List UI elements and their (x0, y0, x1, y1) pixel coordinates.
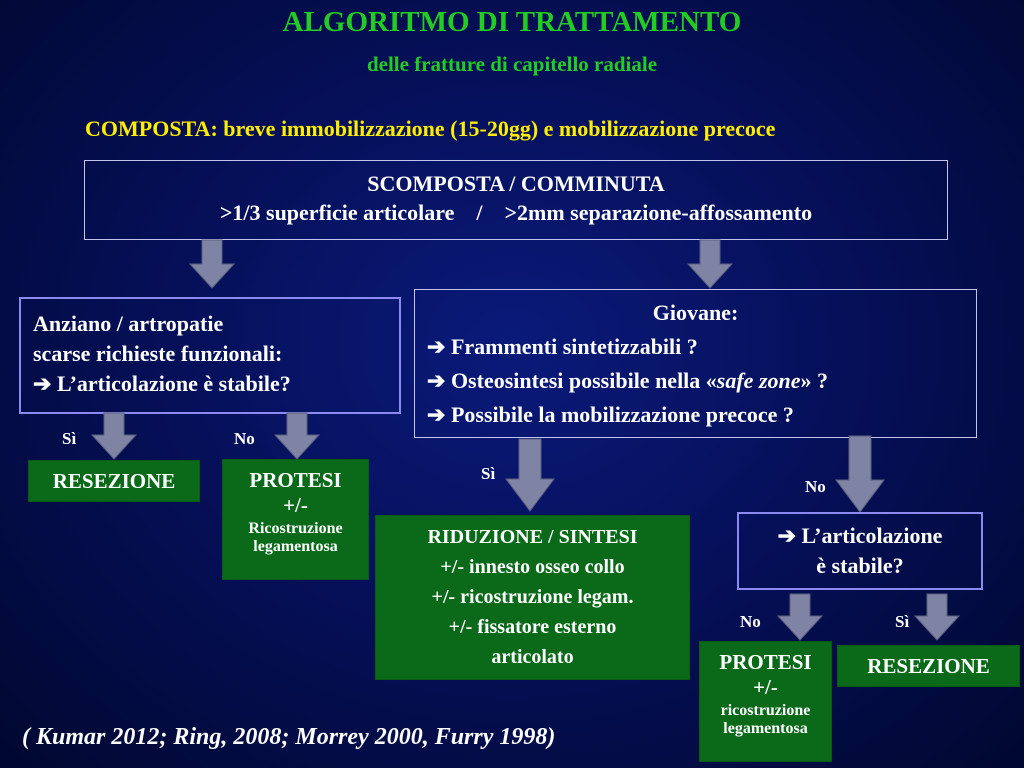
riduzione-line-4: +/- fissatore esterno (448, 616, 617, 638)
resezione-right-box (837, 645, 1020, 687)
down-arrow-icon (915, 594, 959, 640)
protesi-left-line-3: Ricostruzione (248, 520, 343, 537)
label-si-lower: Sì (895, 612, 910, 631)
label-no-right: No (805, 477, 826, 496)
anziano-line-1: Anziano / artropatie (33, 311, 224, 336)
giovane-box (414, 289, 977, 438)
protesi-right-box (699, 641, 832, 762)
down-arrow-icon (836, 436, 884, 512)
page-title: ALGORITMO DI TRATTAMENTO (282, 6, 742, 38)
giovane-line-3-pre: Osteosintesi possibile nella « (450, 368, 717, 393)
riduzione-line-3: +/- ricostruzione legam. (431, 586, 634, 608)
giovane-line-3-row (427, 364, 976, 398)
protesi-left-line-4: legamentosa (253, 538, 338, 555)
right-arrow-icon: ➔ (33, 371, 52, 396)
giovane-line-3-post: » ? (800, 368, 829, 393)
riduzione-line-5: articolato (491, 646, 574, 668)
resezione-right-label: RESEZIONE (867, 654, 990, 678)
resezione-left-label: RESEZIONE (52, 469, 176, 493)
protesi-left-line-2: +/- (283, 493, 308, 517)
label-si-mid: Sì (481, 464, 496, 483)
riduzione-box (375, 515, 690, 680)
down-arrow-icon (92, 413, 136, 459)
protesi-left-line-1: PROTESI (249, 468, 342, 492)
anziano-line-3: L’articolazione è stabile? (56, 371, 291, 396)
down-arrow-icon (778, 594, 822, 640)
giovane-line-2: Frammenti sintetizzabili ? (450, 334, 698, 359)
composta-text: COMPOSTA: breve immobilizzazione (15-20gg) e mobilizzazione precoce (85, 116, 776, 141)
right-arrow-icon: ➔ (427, 368, 446, 393)
protesi-left-box (222, 459, 369, 580)
label-no-left: No (234, 429, 255, 448)
scomposta-line-2: >1/3 superficie articolare / >2mm separazione-affossamento (219, 200, 813, 225)
down-arrow-icon (190, 240, 234, 288)
giovane-line-4: Possibile la mobilizzazione precoce ? (450, 402, 794, 427)
giovane-line-3-em: safe zone (716, 368, 801, 393)
anziano-box (19, 297, 401, 414)
protesi-right-line-1: PROTESI (719, 650, 812, 674)
scomposta-box (84, 160, 948, 240)
anziano-line-2: scarse richieste funzionali: (33, 341, 283, 366)
anziano-line-3-row (33, 369, 399, 399)
down-arrow-icon (506, 439, 554, 511)
protesi-right-line-4: legamentosa (723, 720, 808, 737)
riduzione-line-1: RIDUZIONE / SINTESI (427, 526, 638, 548)
protesi-right-line-2: +/- (753, 675, 778, 699)
riduzione-line-2: +/- innesto osseo collo (440, 556, 625, 578)
right-arrow-icon: ➔ (427, 402, 446, 427)
right-arrow-icon: ➔ (777, 523, 796, 548)
protesi-right-line-3: ricostruzione (720, 702, 811, 719)
scomposta-line-1: SCOMPOSTA / COMMINUTA (367, 171, 665, 196)
stabile-right-box (737, 512, 983, 590)
giovane-line-1: Giovane: (652, 300, 739, 325)
page-subtitle: delle fratture di capitello radiale (366, 52, 658, 76)
resezione-left-box (28, 460, 200, 502)
giovane-line-4-row (427, 398, 976, 432)
label-si-left: Sì (62, 429, 77, 448)
stabile-right-line-2: è stabile? (816, 553, 904, 578)
down-arrow-icon (275, 413, 319, 459)
label-no-lower: No (740, 612, 761, 631)
reference-citation: ( Kumar 2012; Ring, 2008; Morrey 2000, Furry 1998) (22, 724, 556, 750)
giovane-line-2-row (427, 330, 976, 364)
down-arrow-icon (688, 240, 732, 288)
stabile-right-line-1-row (739, 521, 981, 551)
stabile-right-line-1: L’articolazione (801, 523, 943, 548)
right-arrow-icon: ➔ (427, 334, 446, 359)
